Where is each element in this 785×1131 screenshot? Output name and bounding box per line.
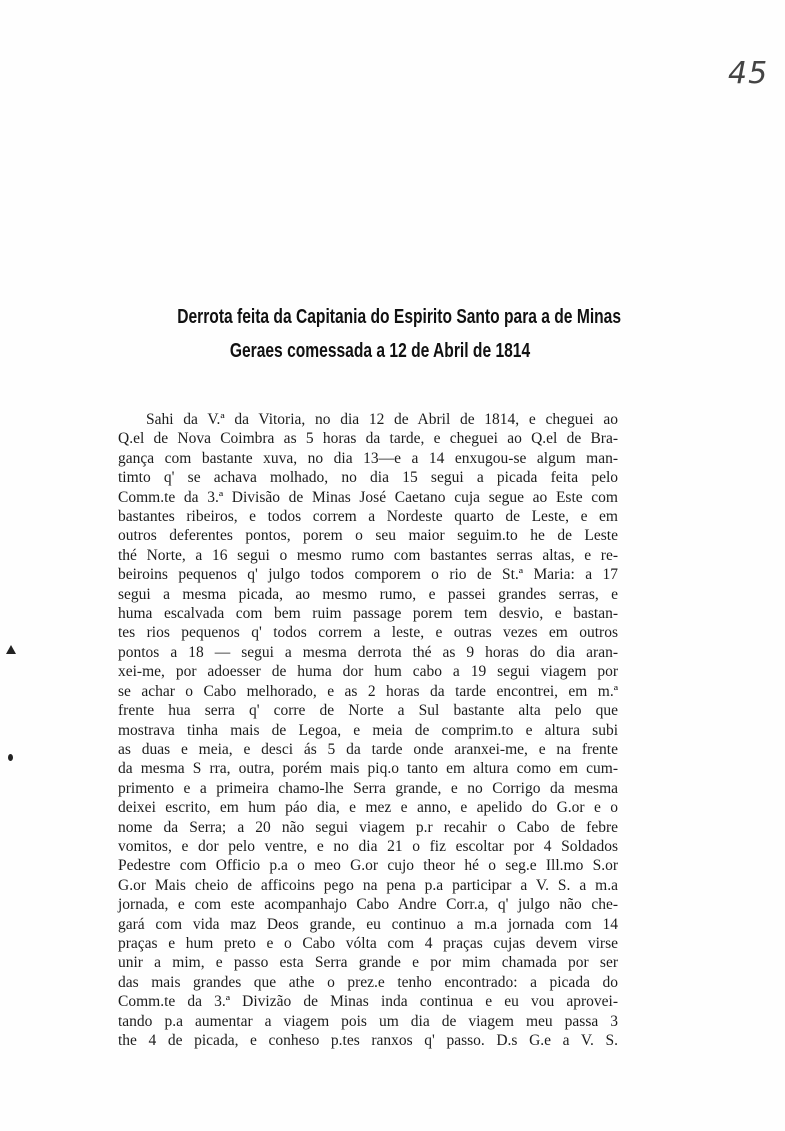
title-line: Geraes comessada a 12 de Abril de 1814 (229, 340, 531, 362)
body-line: Comm.te da 3.ª Divisão de Minas José Caetano cuja segue ao Este com (118, 488, 618, 506)
body-line: gará com vida maz Deos grande, eu continuo a m.a jornada com 14 (118, 915, 618, 933)
body-line: da mesma S rra, outra, porém mais piq.o tanto em altura como em cum- (118, 760, 618, 778)
body-line: Sahi da V.ª da Vitoria, no dia 12 de Abril de 1814, e cheguei ao (146, 411, 618, 428)
body-line: se achar o Cabo melhorado, e as 2 horas da tarde encontrei, em m.ª (118, 682, 618, 700)
body-line: deixei escrito, em hum páo dia, e mez e anno, e apelido do G.or e o (118, 799, 618, 817)
body-line: timto q' se achava molhado, no dia 15 segui a picada feita pelo (118, 469, 618, 487)
body-line: primento e a primeira chamo-lhe Serra grande, e no Corrigo da mesma (118, 779, 618, 797)
body-line: tando p.a aumentar a viagem pois um dia de viagem meu passa 3 (118, 1012, 618, 1030)
page-number: 45 (728, 56, 769, 91)
body-line: xei-me, por adoesser de huma dor hum cabo a 19 segui viagem por (118, 663, 618, 681)
body-line: segui a mesma picada, ao mesmo rumo, e passei grandes serras, e (118, 585, 618, 603)
body-line: as duas e meia, e desci ás 5 da tarde onde aranxei-me, e na frente (118, 740, 618, 758)
body-line: gança com bastante xuva, no dia 13—e a 14 enxugou-se algum man- (118, 449, 618, 467)
title-line: Derrota feita da Capitania do Espirito Santo para a de Minas (177, 306, 622, 328)
body-line: pontos a 18 — segui a mesma derrota thé as 9 horas do dia aran- (118, 643, 618, 661)
body-line: bastantes ribeiros, e todos correm a Nordeste quarto de Leste, e em (118, 508, 618, 526)
body-line: nome da Serra; a 20 não segui viagem p.r recahir o Cabo de febre (118, 818, 618, 836)
body-line: Pedestre com Officio p.a o meo G.or cujo theor hé o seg.e Ill.mo S.or (118, 857, 618, 875)
body-line: outros deferentes pontos, porem o seu maior seguim.to he de Leste (118, 527, 618, 545)
body-line: jornada, e com este acompanhajo Cabo Andre Corr.a, q' julgo não che- (118, 896, 618, 914)
body-line: vomitos, e dor pelo ventre, e no dia 21 o fiz escoltar por 4 Soldados (118, 837, 618, 855)
margin-triangle-mark (6, 643, 16, 657)
body-line: mostrava tinha mais de Legoa, e meia de comprim.to e altura subi (118, 721, 618, 739)
body-line: praças e hum preto e o Cabo vólta com 4 praças cujas devem virse (118, 934, 618, 952)
body-line: unir a mim, e passo esta Serra grande e por mim chamada por ser (118, 954, 618, 972)
body-line: Comm.te da 3.ª Divizão de Minas inda continua e eu vou aprovei- (118, 993, 618, 1011)
body-line: das mais grandes que athe o prez.e tenho encontrado: a picada do (118, 973, 618, 991)
body-line: beiroins pequenos q' julgo todos comporem o rio de St.ª Maria: a 17 (118, 566, 618, 584)
body-line: huma escalvada com bem ruim passage porem tem desvio, e bastan- (118, 605, 618, 623)
body-line: G.or Mais cheio de afficoins pego na pena p.a participar a V. S. a m.a (118, 876, 618, 894)
document-title (177, 300, 622, 368)
body-line: the 4 de picada, e conheso p.tes ranxos q' passo. D.s G.e a V. S. (118, 1032, 618, 1049)
body-line: thé Norte, a 16 segui o mesmo rumo com bastantes serras altas, e re- (118, 546, 618, 564)
body-text (118, 410, 618, 1050)
margin-dot-mark (8, 750, 13, 764)
body-line: Q.el de Nova Coimbra as 5 horas da tarde, e cheguei ao Q.el de Bra- (118, 430, 618, 448)
body-line: tes rios pequenos q' todos correm a leste, e outras vezes em outros (118, 624, 618, 642)
body-line: frente hua serra q' corre de Norte a Sul bastante alta pelo que (118, 702, 618, 720)
